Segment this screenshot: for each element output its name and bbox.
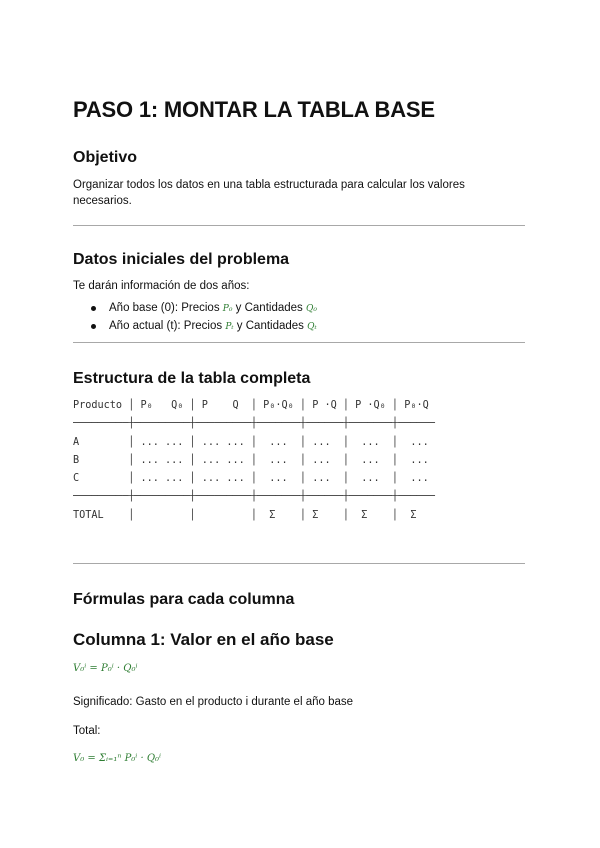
ascii-table-line: C │ ... ... │ ... ... │ ... │ ... │ ... │ ... bbox=[73, 473, 429, 485]
column1-formula: V₀ⁱ = P₀ⁱ · Q₀ⁱ bbox=[73, 663, 138, 674]
total-formula: V₀ = Σᵢ₌₁ⁿ P₀ⁱ · Q₀ⁱ bbox=[73, 753, 162, 764]
datos-list bbox=[73, 300, 317, 336]
objetivo-heading: Objetivo bbox=[73, 149, 138, 166]
formulas-heading: Fórmulas para cada columna bbox=[73, 591, 295, 608]
ascii-table-line: TOTAL │ │ │ Σ │ Σ │ Σ │ Σ bbox=[73, 509, 417, 521]
ascii-table-line: Producto │ P₀ Q₀ │ P Q │ P₀·Q₀ │ P ·Q │ P ·Q₀ │ P₀·Q bbox=[73, 400, 429, 411]
ascii-table-line: A │ ... ... │ ... ... │ ... │ ... │ ... │ ... bbox=[73, 436, 429, 448]
list-item: Año base (0): Precios P₀ y Cantidades Q₀ bbox=[73, 300, 317, 318]
math-q0: Q₀ bbox=[305, 304, 317, 314]
divider bbox=[73, 342, 525, 343]
ascii-table bbox=[73, 397, 525, 525]
ascii-table-line: ─────────┼─────────┼─────────┼───────┼──────┼───────┼────── bbox=[73, 491, 435, 503]
total-label: Total: bbox=[73, 725, 101, 737]
estructura-heading: Estructura de la tabla completa bbox=[73, 370, 311, 387]
page-title: PASO 1: MONTAR LA TABLA BASE bbox=[73, 97, 435, 122]
math-pt: Pₜ bbox=[225, 322, 234, 332]
datos-intro: Te darán información de dos años: bbox=[73, 280, 250, 292]
divider bbox=[73, 563, 525, 564]
ascii-table-line: ─────────┼─────────┼─────────┼───────┼──────┼───────┼────── bbox=[73, 418, 435, 430]
list-item: Año actual (t): Precios Pₜ y Cantidades Qₜ bbox=[73, 318, 317, 336]
datos-heading: Datos iniciales del problema bbox=[73, 251, 290, 268]
ascii-table-line: B │ ... ... │ ... ... │ ... │ ... │ ... │ ... bbox=[73, 454, 429, 466]
divider bbox=[73, 225, 525, 226]
column1-heading: Columna 1: Valor en el año base bbox=[73, 630, 334, 649]
math-qt: Qₜ bbox=[307, 322, 317, 332]
objetivo-text: Organizar todos los datos en una tabla estructurada para calcular los valores necesarios. bbox=[73, 179, 465, 207]
math-p0: P₀ bbox=[222, 304, 233, 314]
significado-text: Significado: Gasto en el producto i durante el año base bbox=[73, 696, 354, 708]
